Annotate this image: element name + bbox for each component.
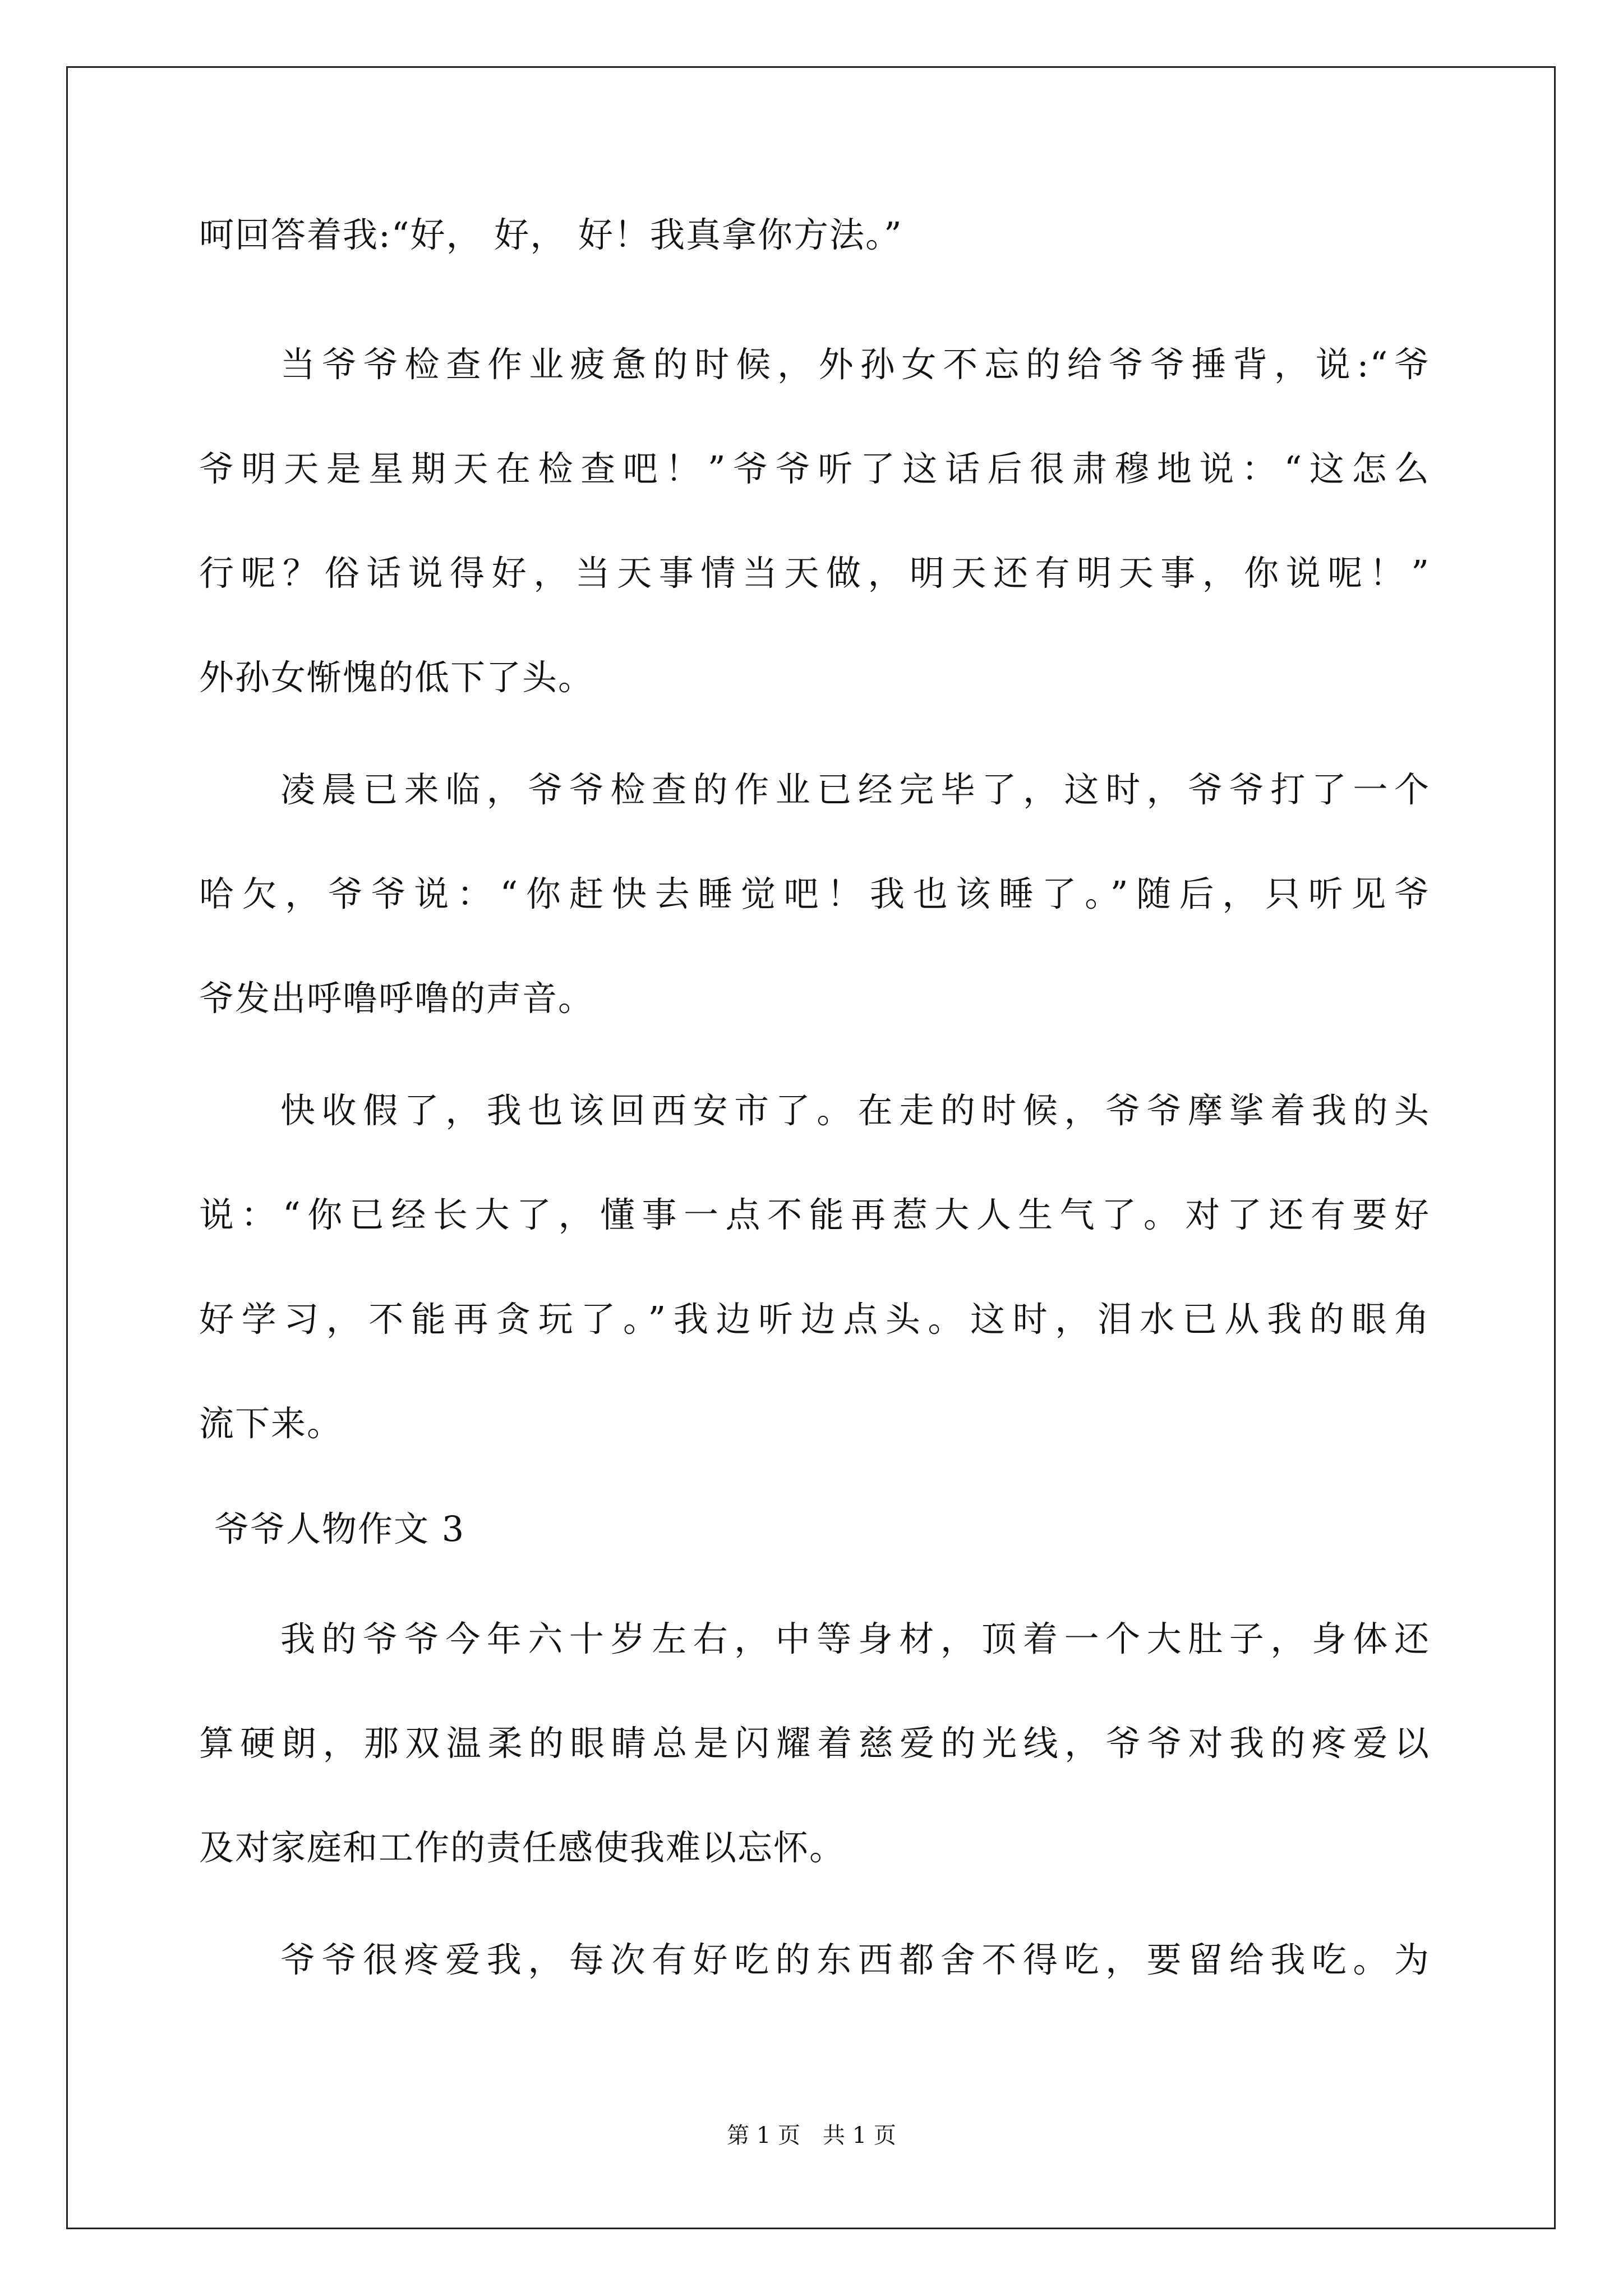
page-border	[66, 66, 1556, 2229]
body-line-1: 呵回答着我:“好， 好， 好！我真拿你方法。”	[199, 214, 903, 255]
body-line-5: 外孙女惭愧的低下了头。	[199, 657, 594, 698]
body-line-9: 快收假了，我也该回西安市了。在走的时候，爷爷摩挲着我的头	[280, 1090, 1430, 1131]
body-line-14: 算硬朗，那双温柔的眼睛总是闪耀着慈爱的光线，爷爷对我的疼爱以	[199, 1723, 1430, 1764]
body-line-7: 哈欠，爷爷说：“你赶快去睡觉吧！我也该睡了。”随后，只听见爷	[199, 873, 1430, 914]
body-line-8: 爷发出呼噜呼噜的声音。	[199, 978, 594, 1019]
body-line-3: 爷明天是星期天在检查吧！”爷爷听了这话后很肃穆地说：“这怎么	[199, 448, 1430, 489]
body-line-6: 凌晨已来临，爷爷检查的作业已经完毕了，这时，爷爷打了一个	[280, 769, 1430, 810]
body-line-2: 当爷爷检查作业疲惫的时候，外孙女不忘的给爷爷捶背，说:“爷	[280, 344, 1430, 385]
page-number-footer: 第 1 页 共 1 页	[727, 2123, 896, 2148]
section-heading: 爷爷人物作文 3	[214, 1508, 465, 1549]
body-line-4: 行呢？俗话说得好，当天事情当天做，明天还有明天事，你说呢！”	[199, 553, 1430, 593]
body-line-10: 说：“你已经长大了，懂事一点不能再惹大人生气了。对了还有要好	[199, 1194, 1430, 1235]
body-line-11: 好学习，不能再贪玩了。”我边听边点头。这时，泪水已从我的眼角	[199, 1299, 1430, 1340]
body-line-12: 流下来。	[199, 1403, 343, 1444]
body-line-15: 及对家庭和工作的责任感使我难以忘怀。	[199, 1827, 846, 1868]
body-line-13: 我的爷爷今年六十岁左右，中等身材，顶着一个大肚子，身体还	[280, 1618, 1430, 1659]
body-line-16: 爷爷很疼爱我，每次有好吃的东西都舍不得吃，要留给我吃。为	[280, 1939, 1430, 1980]
